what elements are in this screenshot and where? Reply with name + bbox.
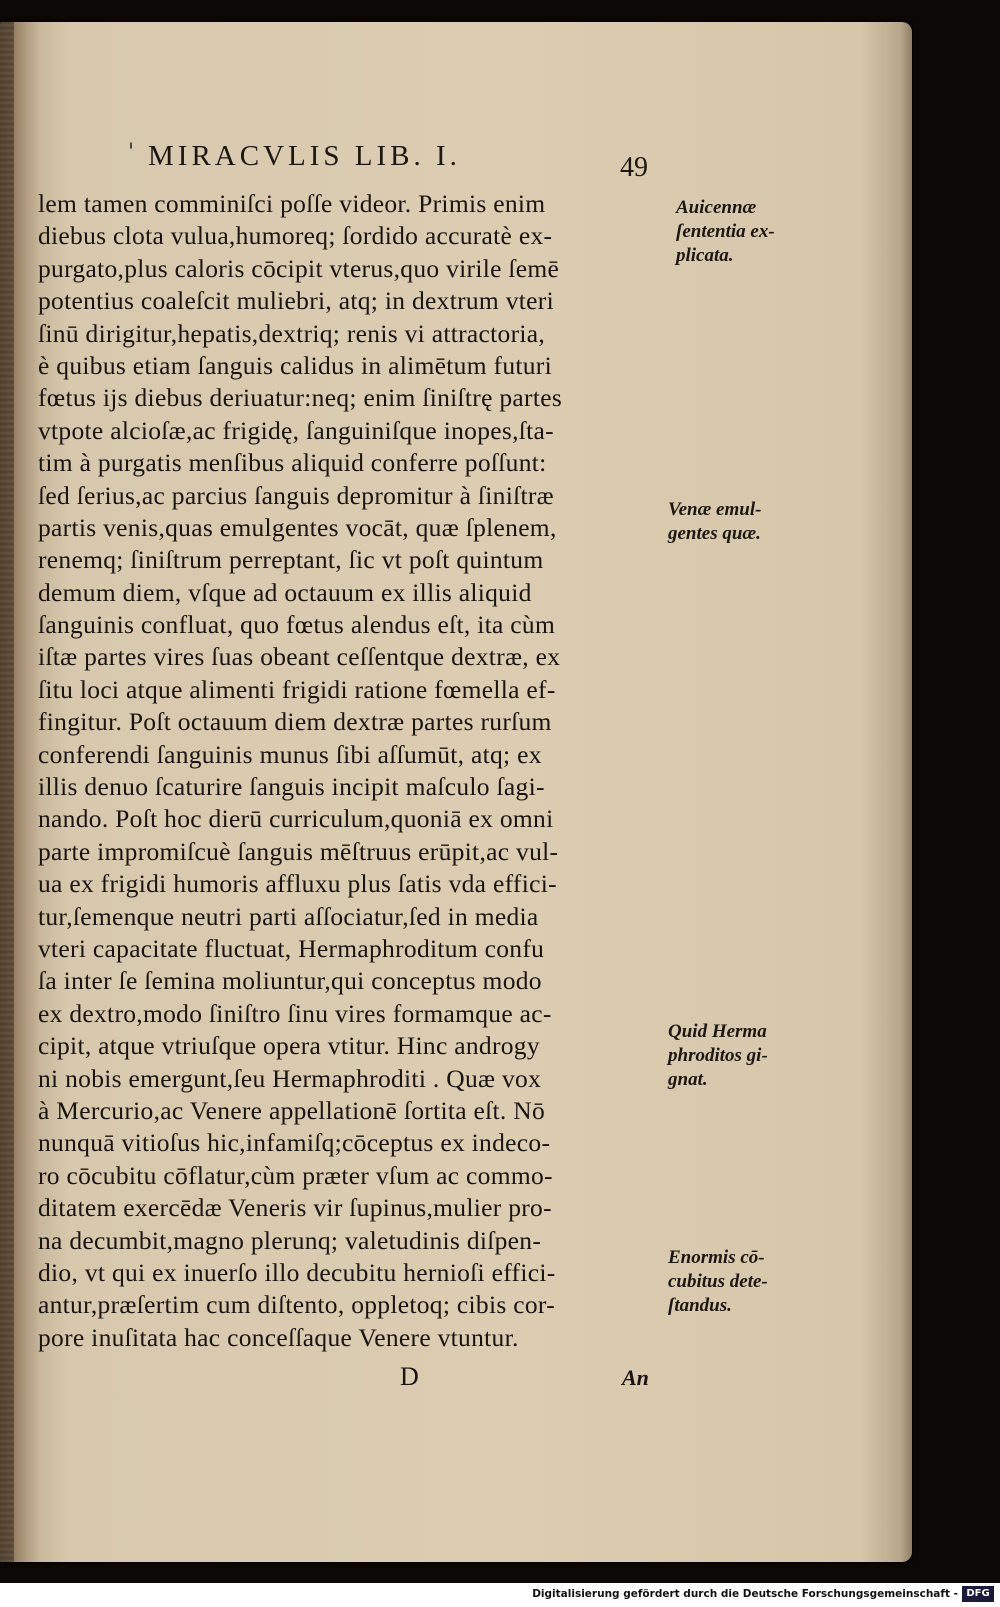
text-line: ſed ſerius,ac parcius ſanguis depromitur à ſiniſtræ <box>38 480 554 510</box>
text-line: ni nobis emergunt,ſeu Hermaphroditi . Quæ vox <box>38 1063 542 1093</box>
header-mark: ' <box>128 140 135 165</box>
page-header <box>0 122 912 182</box>
text-line: ſa inter ſe ſemina moliuntur,qui conceptus modo <box>38 966 542 996</box>
main-text-block <box>38 188 678 1354</box>
text-line: vtpote alcioſæ,ac frigidę, ſanguiniſque inopes,ſta- <box>38 415 554 445</box>
signature-mark: D <box>400 1362 419 1391</box>
text-line: ſinū dirigitur,hepatis,dextriq; renis vi attractoria, <box>38 318 546 348</box>
text-line: ua ex frigidi humoris affluxu plus ſatis vda effici- <box>38 869 557 899</box>
text-line: potentius coaleſcit muliebri, atq; in dextrum vteri <box>38 286 554 316</box>
text-line: purgato,plus caloris cōcipit vterus,quo virile ſemē <box>38 253 560 283</box>
margin-note-line: Auicennæ <box>676 197 757 218</box>
text-line: ex dextro,modo ſiniſtro ſinu vires formamque ac- <box>38 998 552 1028</box>
text-line: tim à purgatis menſibus aliquid conferre poſſunt: <box>38 448 547 478</box>
text-line: dio, vt qui ex inuerſo illo decubitu hernioſi effici- <box>38 1257 556 1287</box>
margin-note-line: ſtandus. <box>668 1295 732 1316</box>
page-number: 49 <box>620 152 648 183</box>
text-line: vteri capacitate fluctuat, Hermaphroditum confu <box>38 933 545 963</box>
margin-note-line: cubitus dete- <box>668 1271 768 1292</box>
margin-note-line: phroditos gi- <box>668 1045 768 1066</box>
text-line: ſanguinis confluat, quo fœtus alendus eſt, ita cùm <box>38 610 556 640</box>
text-line: conferendi ſanguinis munus ſibi aſſumūt, atq; ex <box>38 739 542 769</box>
text-line: è quibus etiam ſanguis calidus in alimētum futuri <box>38 350 552 380</box>
margin-note-line: Venæ emul- <box>668 499 762 520</box>
margin-note-enormis-concubitus <box>668 1246 768 1318</box>
footer-credit: Digitalisierung gefördert durch die Deutsche Forschungsgemeinschaft - <box>532 1588 958 1600</box>
margin-note-venae-emulgentes <box>668 498 761 546</box>
margin-note-line: plicata. <box>676 245 734 266</box>
text-line: antur,præſertim cum diſtento, oppletoq; cibis cor- <box>38 1290 555 1320</box>
text-line: diebus clota vulua,humoreq; ſordido accuratè ex- <box>38 221 553 251</box>
margin-note-line: Quid Herma <box>668 1021 767 1042</box>
text-line: iſtæ partes vires ſuas obeant ceſſentque dextræ, ex <box>38 642 561 672</box>
text-line: illis denuo ſcaturire ſanguis incipit maſculo ſagi- <box>38 772 545 802</box>
text-line: demum diem, vſque ad octauum ex illis aliquid <box>38 577 532 607</box>
text-line: ro cōcubitu cōflatur,cùm præter vſum ac commo- <box>38 1160 553 1190</box>
text-line: pore inuſitata hac conceſſaque Venere vtuntur. <box>38 1322 519 1352</box>
text-line: na decumbit,magno plerunq; valetudinis diſpen- <box>38 1225 542 1255</box>
margin-note-avicenna <box>676 196 775 268</box>
margin-note-line: Enormis cō- <box>668 1247 765 1268</box>
margin-note-line: gnat. <box>668 1069 708 1090</box>
text-line: partis venis,quas emulgentes vocāt, quæ ſplenem, <box>38 512 557 542</box>
text-line: ditatem exercēdæ Veneris vir ſupinus,mulier pro- <box>38 1193 552 1223</box>
text-line: fingitur. Poſt octauum diem dextræ partes rurſum <box>38 707 552 737</box>
margin-note-line: gentes quæ. <box>668 523 761 544</box>
text-line: nunquā vitioſus hic,infamiſq;cōceptus ex indeco- <box>38 1128 551 1158</box>
text-line: ſitu loci atque alimenti frigidi ratione fœmella ef- <box>38 674 556 704</box>
margin-note-hermaphroditos <box>668 1020 768 1092</box>
text-line: parte impromiſcuè ſanguis mēſtruus erūpit,ac vul- <box>38 836 559 866</box>
text-line: cipit, atque vtriuſque opera vtitur. Hinc androgy <box>38 1031 540 1061</box>
text-line: nando. Poſt hoc dierū curriculum,quoniā ex omni <box>38 804 554 834</box>
text-line: tur,ſemenque neutri parti aſſociatur,ſed in media <box>38 901 539 931</box>
text-line: fœtus ijs diebus deriuatur:neq; enim ſiniſtrę partes <box>38 383 563 413</box>
book-page <box>0 22 912 1562</box>
dfg-logo: DFG <box>962 1586 994 1602</box>
catchword: An <box>622 1365 649 1390</box>
digitization-footer <box>0 1583 1000 1607</box>
running-head: MIRACVLIS LIB. I. <box>148 140 461 172</box>
text-line: renemq; ſiniſtrum perreptant, ſic vt poſt quintum <box>38 545 544 575</box>
text-line: lem tamen comminiſci poſſe videor. Primis enim <box>38 189 546 218</box>
text-line: à Mercurio,ac Venere appellationē ſortita eſt. Nō <box>38 1095 546 1125</box>
margin-note-line: ſententia ex- <box>676 221 775 242</box>
